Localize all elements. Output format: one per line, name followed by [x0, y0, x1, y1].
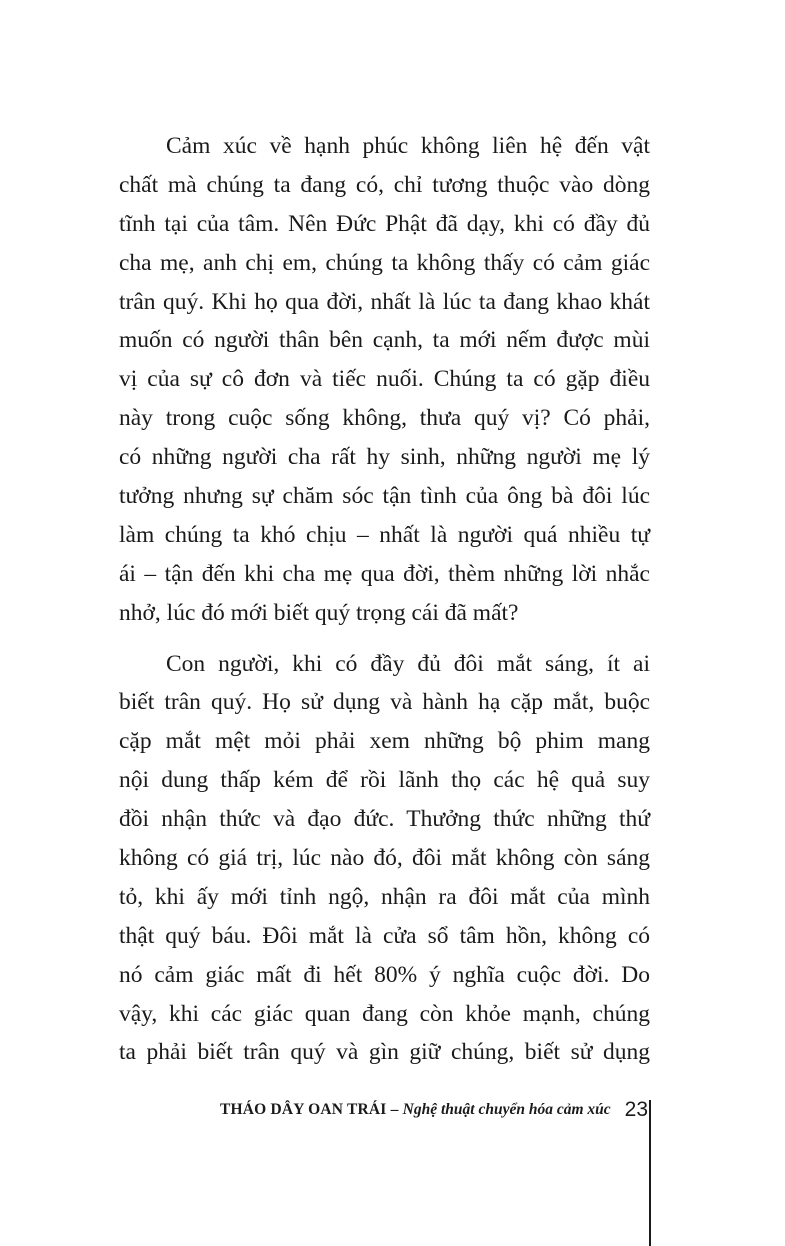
paragraph-1-line-6: muốn có người thân bên cạnh, ta mới nếm được mùi — [119, 327, 650, 354]
paragraph-1-line-7: vị của sự cô đơn và tiếc nuối. Chúng ta có gặp điều — [119, 366, 650, 393]
paragraph-1-line-13: nhở, lúc đó mới biết quý trọng cái đã mất? — [119, 599, 519, 626]
paragraph-1-line-11: làm chúng ta khó chịu – nhất là người quá nhiều tự — [119, 521, 650, 548]
page-number: 23 — [624, 1098, 648, 1121]
paragraph-2-line-10: vậy, khi các giác quan đang còn khỏe mạnh, chúng — [119, 1000, 650, 1027]
paragraph-1-line-8: này trong cuộc sống không, thưa quý vị? Có phải, — [119, 405, 650, 432]
paragraph-1-line-12: ái – tận đến khi cha mẹ qua đời, thèm những lời nhắc — [119, 560, 650, 587]
running-title-separator: – — [386, 1101, 403, 1118]
paragraph-2-line-7: tỏ, khi ấy mới tỉnh ngộ, nhận ra đôi mắt của mình — [119, 883, 650, 910]
paragraph-1-line-10: tưởng nhưng sự chăm sóc tận tình của ông bà đôi lúc — [119, 483, 650, 510]
paragraph-2-line-2: biết trân quý. Họ sử dụng và hành hạ cặp mắt, buộc — [119, 689, 650, 716]
paragraph-2-line-1: Con người, khi có đầy đủ đôi mắt sáng, ít ai — [166, 650, 650, 677]
paragraph-2-line-3: cặp mắt mệt mỏi phải xem những bộ phim mang — [119, 728, 650, 755]
paragraph-1-line-9: có những người cha rất hy sinh, những người mẹ lý — [119, 444, 650, 471]
paragraph-1-line-4: cha mẹ, anh chị em, chúng ta không thấy có cảm giác — [119, 249, 650, 276]
running-footer — [158, 1094, 648, 1126]
paragraph-gap — [119, 633, 650, 645]
paragraph-1-line-2: chất mà chúng ta đang có, chỉ tương thuộc vào dòng — [119, 171, 650, 198]
body-text — [119, 127, 650, 1072]
paragraph-2-line-9: nó cảm giác mất đi hết 80% ý nghĩa cuộc đời. Do — [119, 961, 650, 988]
paragraph-1-line-5: trân quý. Khi họ qua đời, nhất là lúc ta đang khao khát — [119, 288, 650, 315]
paragraph-2-line-6: không có giá trị, lúc nào đó, đôi mắt không còn sáng — [119, 845, 650, 872]
margin-rule-divider — [649, 1100, 651, 1246]
paragraph-2-line-11: ta phải biết trân quý và gìn giữ chúng, biết sử dụng — [119, 1039, 650, 1066]
running-book-title: THÁO DÂY OAN TRÁI — [219, 1101, 387, 1118]
paragraph-1-line-3: tĩnh tại của tâm. Nên Đức Phật đã dạy, khi có đầy đủ — [119, 210, 650, 237]
running-book-subtitle: Nghệ thuật chuyển hóa cảm xúc — [402, 1101, 611, 1118]
paragraph-2-line-5: đồi nhận thức và đạo đức. Thưởng thức những thứ — [119, 806, 650, 833]
paragraph-2-line-8: thật quý báu. Đôi mắt là cửa sổ tâm hồn, không có — [119, 922, 650, 949]
paragraph-2-line-4: nội dung thấp kém để rồi lãnh thọ các hệ quả suy — [119, 767, 650, 794]
paragraph-1-line-1: Cảm xúc về hạnh phúc không liên hệ đến vật — [166, 133, 650, 159]
